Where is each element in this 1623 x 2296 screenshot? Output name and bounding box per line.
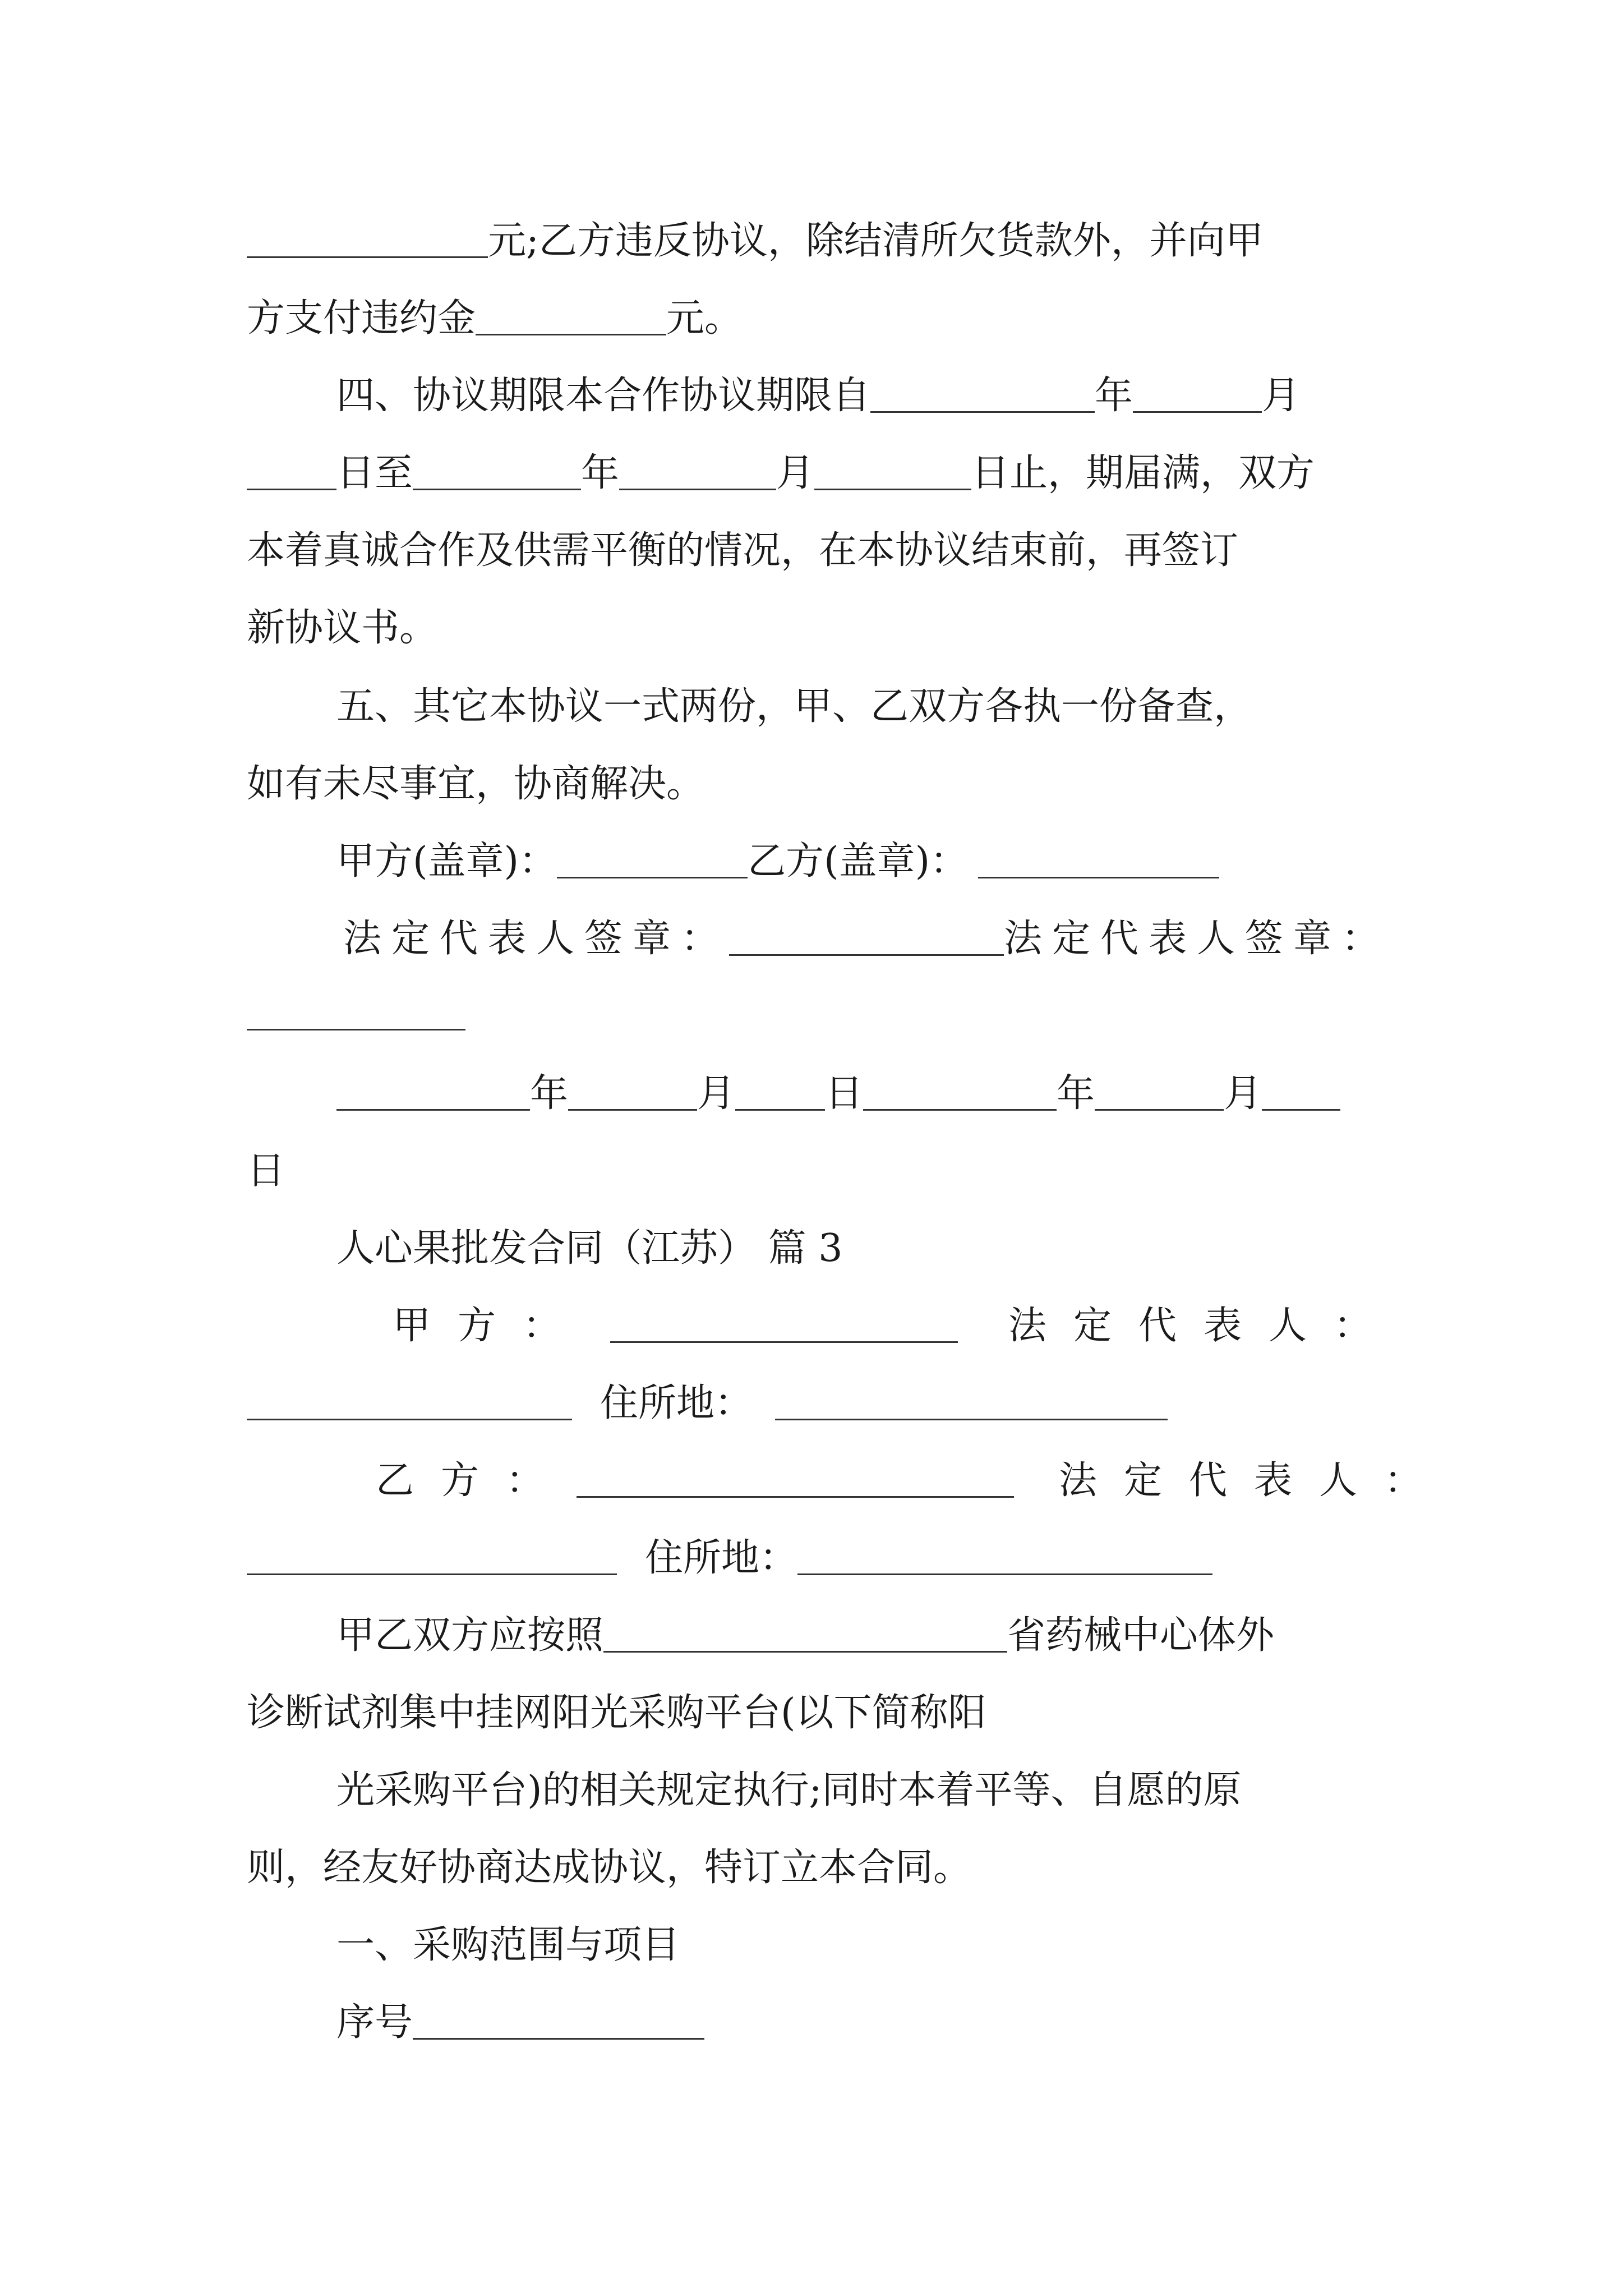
text-line (247, 1149, 285, 1193)
section-heading (336, 1226, 843, 1271)
line-text: 甲乙双方应按照 (336, 1613, 604, 1658)
text-line (247, 762, 705, 806)
line-text: 月 (697, 1071, 736, 1116)
fill-blank[interactable] (735, 1078, 825, 1111)
text-line (336, 684, 1252, 729)
fill-blank[interactable] (557, 845, 748, 878)
fill-blank[interactable] (336, 1078, 530, 1111)
line-text: 日止，期届满，双方 (971, 451, 1315, 495)
fill-blank[interactable] (247, 1542, 617, 1575)
line-text: 年 (530, 1071, 569, 1116)
section-heading (336, 1923, 680, 1967)
text-line (247, 1691, 986, 1735)
text-line (247, 1536, 1212, 1580)
text-line (247, 219, 1264, 263)
fill-blank[interactable] (1262, 1078, 1340, 1111)
line-text: 年 (581, 451, 620, 495)
line-text: 序号 (336, 2000, 413, 2045)
fill-blank[interactable] (413, 457, 581, 490)
fill-blank[interactable] (413, 2007, 704, 2040)
text-line (336, 1768, 1242, 1812)
line-text: 方支付违约金 (247, 296, 476, 341)
fill-blank[interactable] (247, 997, 465, 1030)
text-line (336, 2000, 704, 2045)
text-line (247, 997, 465, 1033)
line-text: 年 (1057, 1071, 1095, 1116)
line-text: 甲方： (393, 1304, 588, 1348)
heading-text: 一、采购范围与项目 (336, 1923, 680, 1967)
fill-blank[interactable] (610, 1310, 958, 1343)
fill-blank[interactable] (1095, 1078, 1224, 1111)
fill-blank[interactable] (814, 457, 971, 490)
text-line (247, 451, 1315, 495)
fill-blank[interactable] (729, 923, 1004, 956)
text-line (336, 1613, 1275, 1658)
line-text: 住所地： (645, 1536, 798, 1580)
fill-blank[interactable] (603, 1619, 1007, 1653)
fill-blank[interactable] (247, 225, 488, 258)
line-text: 日 (825, 1071, 864, 1116)
fill-blank[interactable] (247, 457, 336, 490)
text-line (376, 1458, 1450, 1503)
line-text: 五、其它本协议一式两份，甲、乙双方各执一份备查， (336, 684, 1252, 729)
line-text: 元。 (666, 296, 743, 341)
text-line (336, 1071, 1340, 1116)
line-text: 甲方(盖章)： (336, 839, 557, 884)
fill-blank[interactable] (619, 457, 776, 490)
line-text: 法定代表人： (1008, 1304, 1399, 1348)
line-text: 月 (1224, 1071, 1262, 1116)
fill-blank[interactable] (775, 1387, 1168, 1420)
line-text: 诊断试剂集中挂网阳光采购平台(以下简称阳 (247, 1691, 986, 1735)
fill-blank[interactable] (247, 1387, 572, 1420)
text-line (247, 528, 1239, 573)
line-text: 新协议书。 (247, 606, 438, 650)
fill-blank[interactable] (870, 380, 1095, 413)
fill-blank[interactable] (476, 302, 666, 335)
line-text: 法定代表人签章： (1004, 917, 1390, 961)
text-line (247, 296, 743, 341)
text-line (343, 917, 1390, 961)
line-text: 法定代表人： (1059, 1458, 1450, 1503)
fill-blank[interactable] (568, 1078, 697, 1111)
text-line (247, 1846, 972, 1890)
line-text: 住所地： (600, 1381, 753, 1425)
text-line (336, 839, 1219, 884)
heading-text: 人心果批发合同（江苏） 篇 3 (336, 1226, 843, 1271)
text-line (393, 1304, 1399, 1348)
line-text: 月 (1262, 374, 1301, 418)
fill-blank[interactable] (577, 1465, 1014, 1498)
fill-blank[interactable] (1133, 380, 1262, 413)
line-text: 省药械中心体外 (1007, 1613, 1275, 1658)
line-text: 乙方： (376, 1458, 571, 1503)
line-text: 日 (247, 1149, 285, 1193)
line-text: 法定代表人签章： (343, 917, 730, 961)
line-text: 则，经友好协商达成协议，特订立本合同。 (247, 1846, 972, 1890)
text-line (247, 606, 438, 650)
line-text: 年 (1095, 374, 1133, 418)
line-text: 四、协议期限本合作协议期限自 (336, 374, 871, 418)
line-text: 元;乙方违反协议，除结清所欠货款外，并向甲 (488, 219, 1264, 263)
line-text: 如有未尽事宜，协商解决。 (247, 762, 705, 806)
fill-blank[interactable] (797, 1542, 1212, 1575)
line-text: 月 (776, 451, 815, 495)
fill-blank[interactable] (978, 845, 1219, 878)
text-line (247, 1381, 1168, 1425)
line-text: 光采购平台)的相关规定执行;同时本着平等、自愿的原 (336, 1768, 1242, 1812)
text-line (336, 374, 1301, 418)
line-text: 乙方(盖章)： (748, 839, 969, 884)
line-text: 本着真诚合作及供需平衡的情况，在本协议结束前，再签订 (247, 528, 1239, 573)
line-text: 日至 (336, 451, 413, 495)
fill-blank[interactable] (863, 1078, 1057, 1111)
